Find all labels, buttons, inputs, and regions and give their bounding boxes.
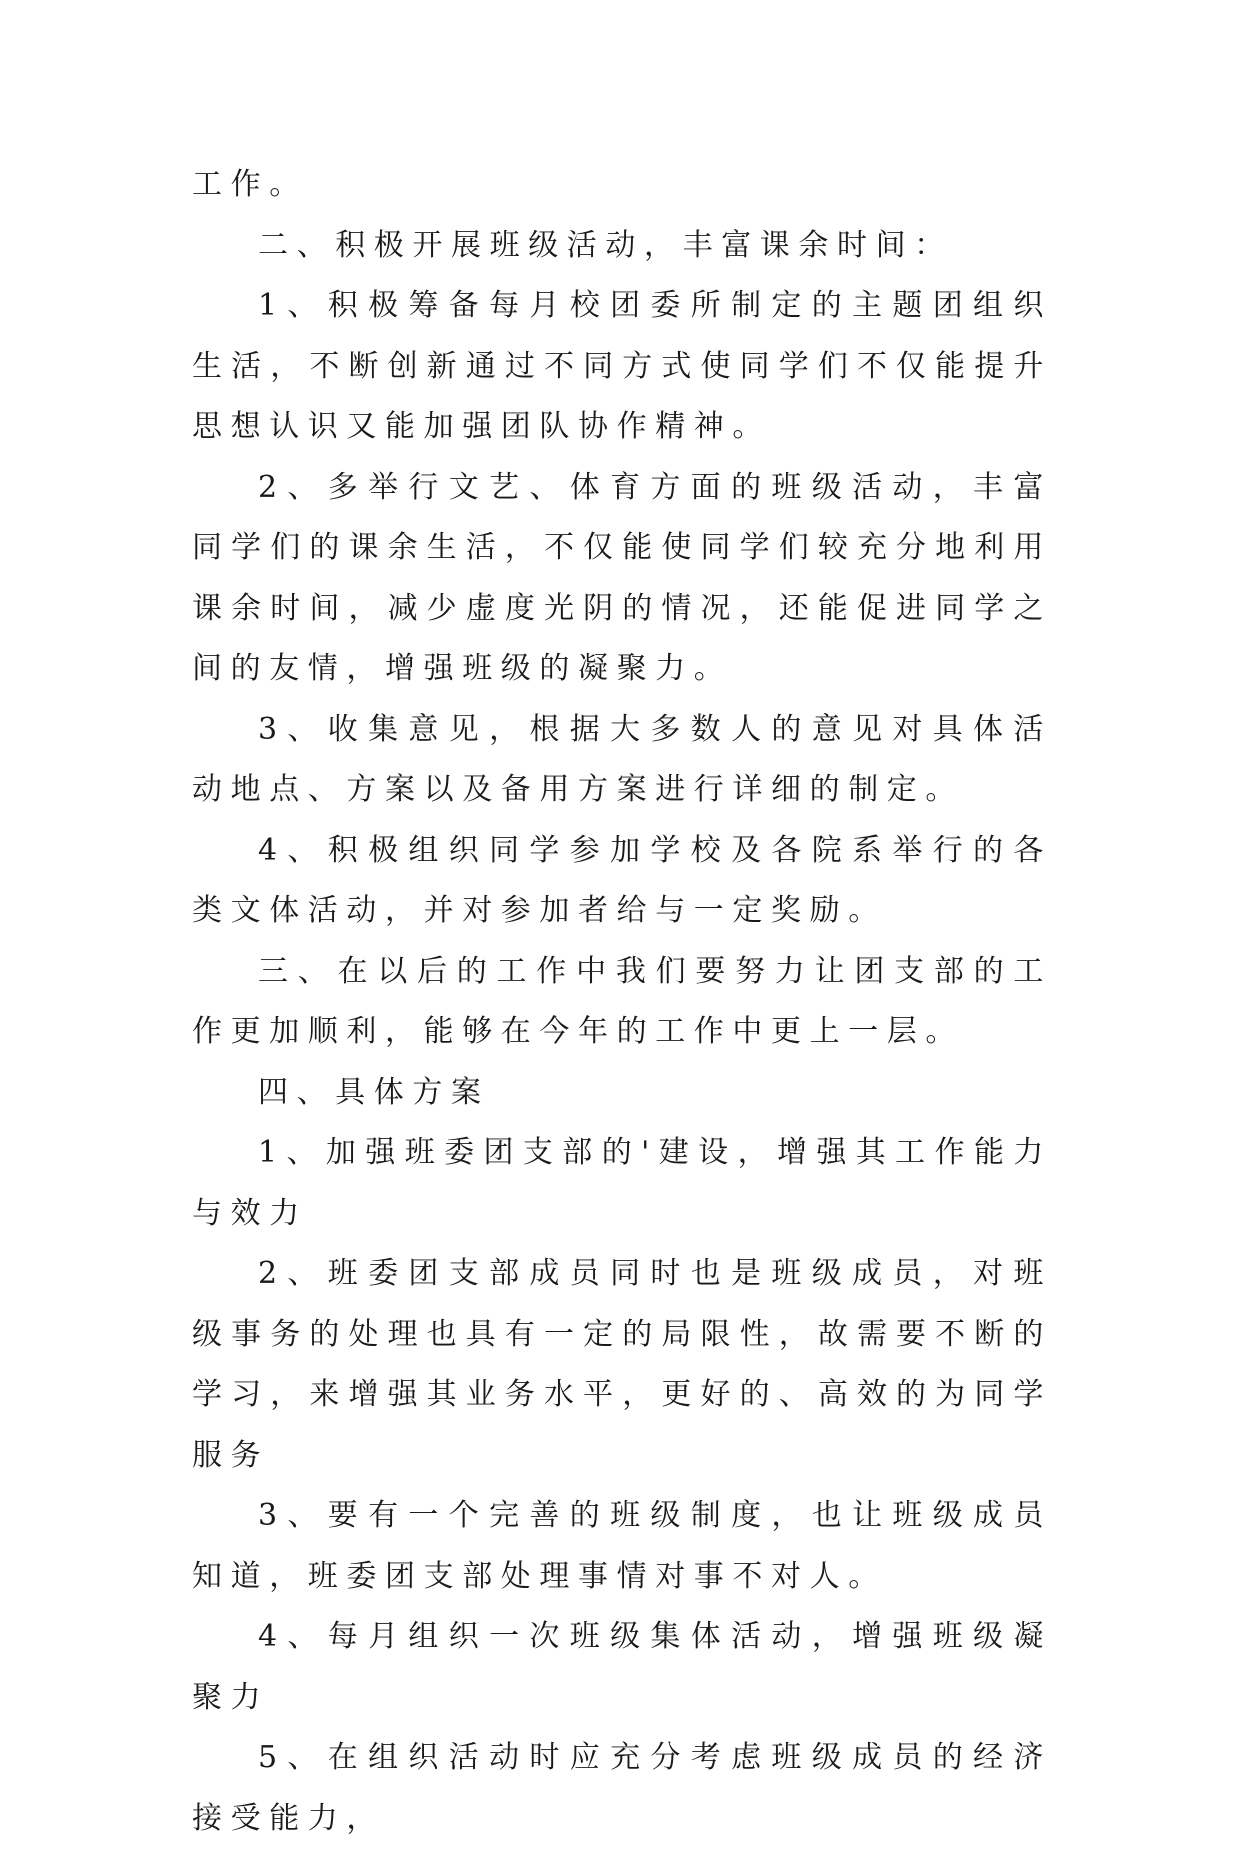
paragraph-item-2-4: 4、积极组织同学参加学校及各院系举行的各类文体活动，并对参加者给与一定奖励。 xyxy=(192,832,1052,928)
heading-section-4: 四、具体方案 xyxy=(258,1074,490,1110)
heading-section-3: 三、在以后的工作中我们要努力让团支部的工作更加顺利，能够在今年的工作中更上一层。 xyxy=(192,953,1052,1049)
paragraph-continuation: 工作。 xyxy=(192,167,308,202)
paragraph-item-2-1: 1、积极筹备每月校团委所制定的主题团组织生活，不断创新通过不同方式使同学们不仅能提升思想认识又能加强团队协作精神。 xyxy=(192,288,1052,444)
heading-section-2: 二、积极开展班级活动，丰富课余时间： xyxy=(258,227,953,263)
paragraph-item-4-3: 3、要有一个完善的班级制度，也让班级成员知道，班委团支部处理事情对事不对人。 xyxy=(192,1498,1052,1594)
paragraph-item-4-4: 4、每月组织一次班级集体活动，增强班级凝聚力 xyxy=(192,1619,1052,1715)
paragraph-item-2-2: 2、多举行文艺、体育方面的班级活动，丰富同学们的课余生活，不仅能使同学们较充分地利用课余时间，减少虚度光阴的情况，还能促进同学之间的友情，增强班级的凝聚力。 xyxy=(192,469,1052,686)
paragraph-item-4-5: 5、在组织活动时应充分考虑班级成员的经济接受能力， xyxy=(192,1740,1052,1836)
paragraph-item-4-2: 2、班委团支部成员同时也是班级成员，对班级事务的处理也具有一定的局限性，故需要不断的学习，来增强其业务水平，更好的、高效的为同学服务 xyxy=(192,1256,1052,1473)
document-body xyxy=(192,155,1052,1849)
paragraph-item-2-3: 3、收集意见，根据大多数人的意见对具体活动地点、方案以及备用方案进行详细的制定。 xyxy=(192,711,1052,807)
paragraph-item-4-1: 1、加强班委团支部的'建设，增强其工作能力与效力 xyxy=(192,1135,1052,1231)
